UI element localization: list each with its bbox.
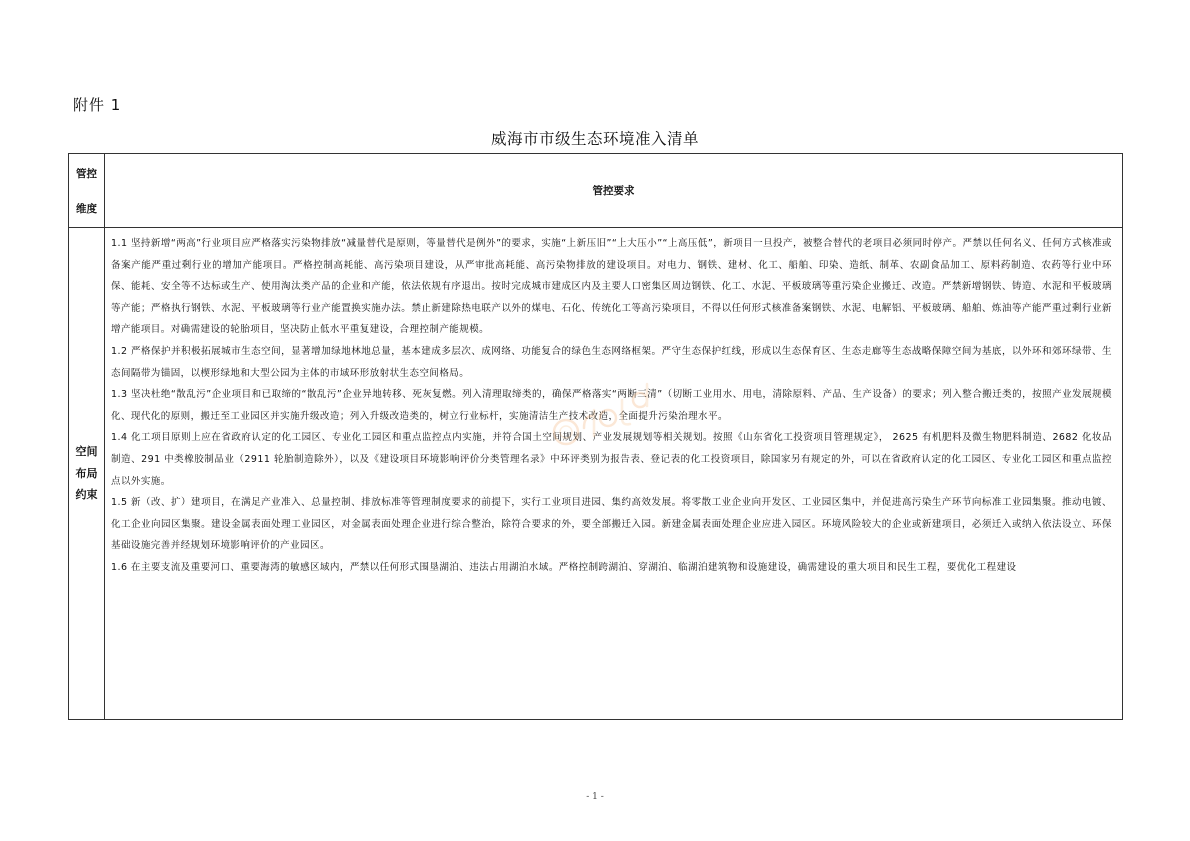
dimension-column-header xyxy=(69,154,105,228)
requirement-cell xyxy=(105,228,1123,720)
dimension-cell xyxy=(69,228,105,720)
table-row xyxy=(69,228,1123,720)
requirement-paragraph: 1.4 化工项目原则上应在省政府认定的化工园区、专业化工园区和重点监控点内实施，并符合国土空间规划、产业发展规划等相关规划。按照《山东省化工投资项目管理规定》， 2625 有机肥料及微生物肥料制造、2682 化妆品制造、291 中类橡胶制品业（2911 轮胎制造除外），以及《建设项目环境影响评价分类管理名录》中环评类别为报告表、登记表的化工投资项目，除国家另有规定的外，可以在省政府认定的化工园区、专业化工园区和重点监控点以外实施。 xyxy=(111,432,1112,487)
requirement-column-header: 管控要求 xyxy=(105,154,1123,228)
table-header-row xyxy=(69,154,1123,228)
requirement-paragraph: 1.6 在主要支流及重要河口、重要海湾的敏感区域内，严禁以任何形式围垦湖泊、违法占用湖泊水域。严格控制跨湖泊、穿湖泊、临湖泊建筑物和设施建设，确需建设的重大项目和民生工程，要优化工程建设 xyxy=(111,561,1017,573)
dimension-header-line: 管控 xyxy=(76,168,97,180)
document-title: 威海市市级生态环境准入清单 xyxy=(490,130,699,148)
requirement-paragraph: 1.2 严格保护并积极拓展城市生态空间，显著增加绿地林地总量，基本建成多层次、成网络、功能复合的绿色生态网络框架。严守生态保护红线，形成以生态保育区、生态走廊等生态战略保障空间为基底，以外环和郊环绿带、生态间隔带为锚固，以楔形绿地和大型公园为主体的市域环形放射状生态空间格局。 xyxy=(111,345,1112,379)
requirement-paragraph: 1.1 坚持新增“两高”行业项目应严格落实污染物排放“减量替代是原则，等量替代是例外”的要求，实施“上新压旧”“上大压小”“上高压低”，新项目一旦投产，被整合替代的老项目必须同时停产。严禁以任何名义、任何方式核准或备案产能严重过剩行业的增加产能项目。严格控制高耗能、高污染项目建设，从严审批高耗能、高污染物排放的建设项目。对电力、钢铁、建材、化工、船舶、印染、造纸、制革、农副食品加工、原料药制造、农药等行业中环保、能耗、安全等不达标或生产、使用淘汰类产品的企业和产能，依法依规有序退出。按时完成城市建成区内及主要人口密集区周边钢铁、化工、水泥、平板玻璃等重污染企业搬迁、改造。严禁新增钢铁、铸造、水泥和平板玻璃等产能；严格执行钢铁、水泥、平板玻璃等行业产能置换实施办法。禁止新建除热电联产以外的煤电、石化、传统化工等高污染项目，不得以任何形式核准备案钢铁、水泥、电解铝、平板玻璃、船舶、炼油等产能严重过剩行业新增产能项目。对确需建设的轮胎项目，坚决防止低水平重复建设，合理控制产能规模。 xyxy=(111,238,1112,336)
page-number: - 1 - xyxy=(586,792,604,802)
dimension-label-line: 约束 xyxy=(75,488,98,502)
dimension-label-line: 空间 xyxy=(75,445,98,459)
environmental-access-table xyxy=(68,153,1123,720)
requirement-paragraph: 1.3 坚决杜绝“散乱污”企业项目和已取缔的“散乱污”企业异地转移、死灰复燃。列入清理取缔类的，确保严格落实“两断三清”（切断工业用水、用电，清除原料、产品、生产设备）的要求；列入整合搬迁类的，按照产业发展规模化、现代化的原则，搬迁至工业园区并实施升级改造；列入升级改造类的，树立行业标杆，实施清洁生产技术改造，全面提升污染治理水平。 xyxy=(111,389,1112,422)
dimension-label-line: 布局 xyxy=(75,466,98,480)
requirement-paragraph: 1.5 新（改、扩）建项目，在满足产业准入、总量控制、排放标准等管理制度要求的前提下，实行工业项目进园、集约高效发展。将零散工业企业向开发区、工业园区集中，并促进高污染生产环节向标准工业园集聚。推动电镀、化工企业向园区集聚。建设金属表面处理工业园区，对金属表面处理企业进行综合整治，除符合要求的外，要全部搬迁入园。新建金属表面处理企业应进入园区。环境风险较大的企业或新建项目，必须迁入或纳入依法设立、环保基础设施完善并经规划环境影响评价的产业园区。 xyxy=(111,497,1112,552)
attachment-label: 附件 1 xyxy=(73,96,122,114)
dimension-header-line: 维度 xyxy=(76,203,97,215)
